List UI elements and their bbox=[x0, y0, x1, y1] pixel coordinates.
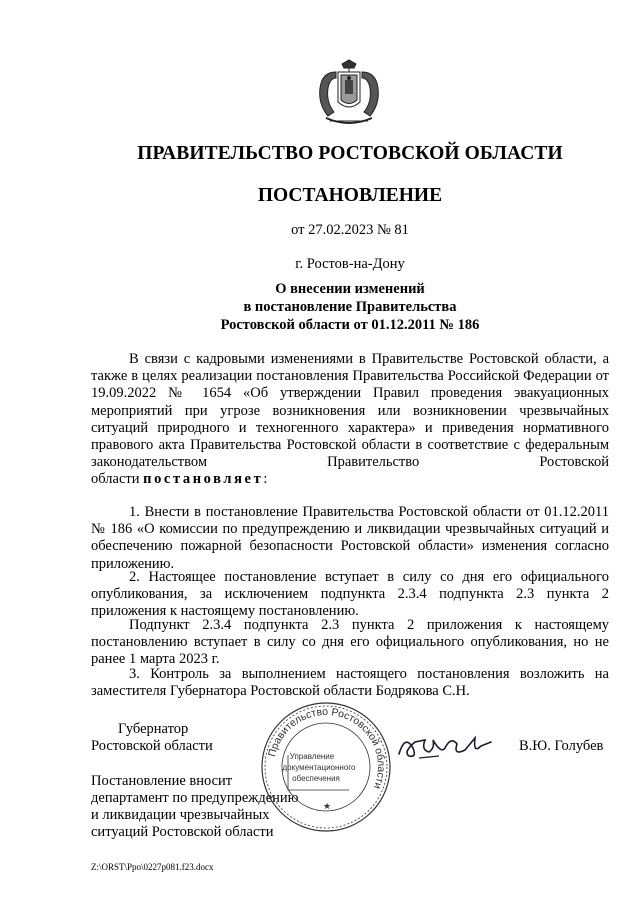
colon: : bbox=[263, 471, 268, 487]
signatory-name: В.Ю. Голубев bbox=[519, 738, 604, 754]
subject-line-3: Ростовской области от 01.12.2011 № 186 bbox=[220, 317, 480, 333]
item-3: 3. Контроль за выполнением настоящего постановления возложить на заместителя Губернатора Ростовской области Бодрякова С.Н. bbox=[91, 666, 609, 700]
submitted-line-3: и ликвидации чрезвычайных bbox=[91, 807, 270, 823]
preamble-last-line bbox=[91, 471, 267, 488]
coat-of-arms-icon bbox=[312, 58, 386, 128]
stamp-ring-text: Правительство Ростовской области bbox=[266, 705, 388, 791]
file-path-footer: Z:\ORST\Ppo\0227p081.f23.docx bbox=[91, 862, 214, 872]
subject-line-2: в постановление Правительства bbox=[243, 299, 457, 315]
signatory-position-2: Ростовской области bbox=[91, 738, 213, 754]
document-type: ПОСТАНОВЛЕНИЕ bbox=[257, 185, 443, 206]
preamble-last-prefix: области bbox=[91, 471, 144, 487]
stamp-center-3: обеспечения bbox=[292, 774, 340, 783]
item-2: 2. Настоящее постановление вступает в силу со дня его официального опубликования, за исключением подпункта 2.3.4 подпункта 2.3 пункта 2 приложения к настоящему постановлению. bbox=[91, 569, 609, 620]
city: г. Ростов-на-Дону bbox=[295, 256, 405, 272]
stamp-center-1: Управление bbox=[289, 752, 335, 761]
date-number: от 27.02.2023 № 81 bbox=[291, 222, 409, 238]
government-title: ПРАВИТЕЛЬСТВО РОСТОВСКОЙ ОБЛАСТИ bbox=[137, 143, 563, 164]
submitted-line-1: Постановление вносит bbox=[91, 773, 233, 789]
signatory-position-1: Губернатор bbox=[118, 721, 189, 737]
subject-line-1: О внесении изменений bbox=[275, 281, 425, 297]
preamble-text: В связи с кадровыми изменениями в Правительстве Ростовской области, а также в целях реализации постановления Правительства Российской Федерации от 19.09.2022 № 1654 «Об утверждении Правил проведения эвакуационных мероприятий при угрозе возникновения или возникновении чрезвычайных ситуаций природного и техногенного характера» и приведения нормативного правового акта Правительства Ростовской области в соответствие с федеральным законодательством Правительство Ростовской bbox=[91, 351, 609, 471]
handwritten-signature bbox=[395, 728, 495, 764]
submitted-line-4: ситуаций Ростовской области bbox=[91, 824, 274, 840]
submitted-line-2: департамент по предупреждению bbox=[91, 790, 299, 806]
item-2-subclause: Подпункт 2.3.4 подпункта 2.3 пункта 2 приложения к настоящему постановлению вступает в силу со дня его официального опубликования, но не ранее 1 марта 2023 г. bbox=[91, 617, 609, 668]
resolves-word: постановляет bbox=[143, 471, 264, 487]
svg-text:★: ★ bbox=[323, 801, 332, 811]
official-stamp bbox=[259, 700, 393, 834]
stamp-center-2: документационного bbox=[282, 763, 356, 772]
item-1: 1. Внести в постановление Правительства Ростовской области от 01.12.2011 № 186 «О комиссии по предупреждению и ликвидации чрезвычайных ситуаций и обеспечению пожарной безопасности Ростовской области» изменения согласно приложению. bbox=[91, 504, 609, 572]
